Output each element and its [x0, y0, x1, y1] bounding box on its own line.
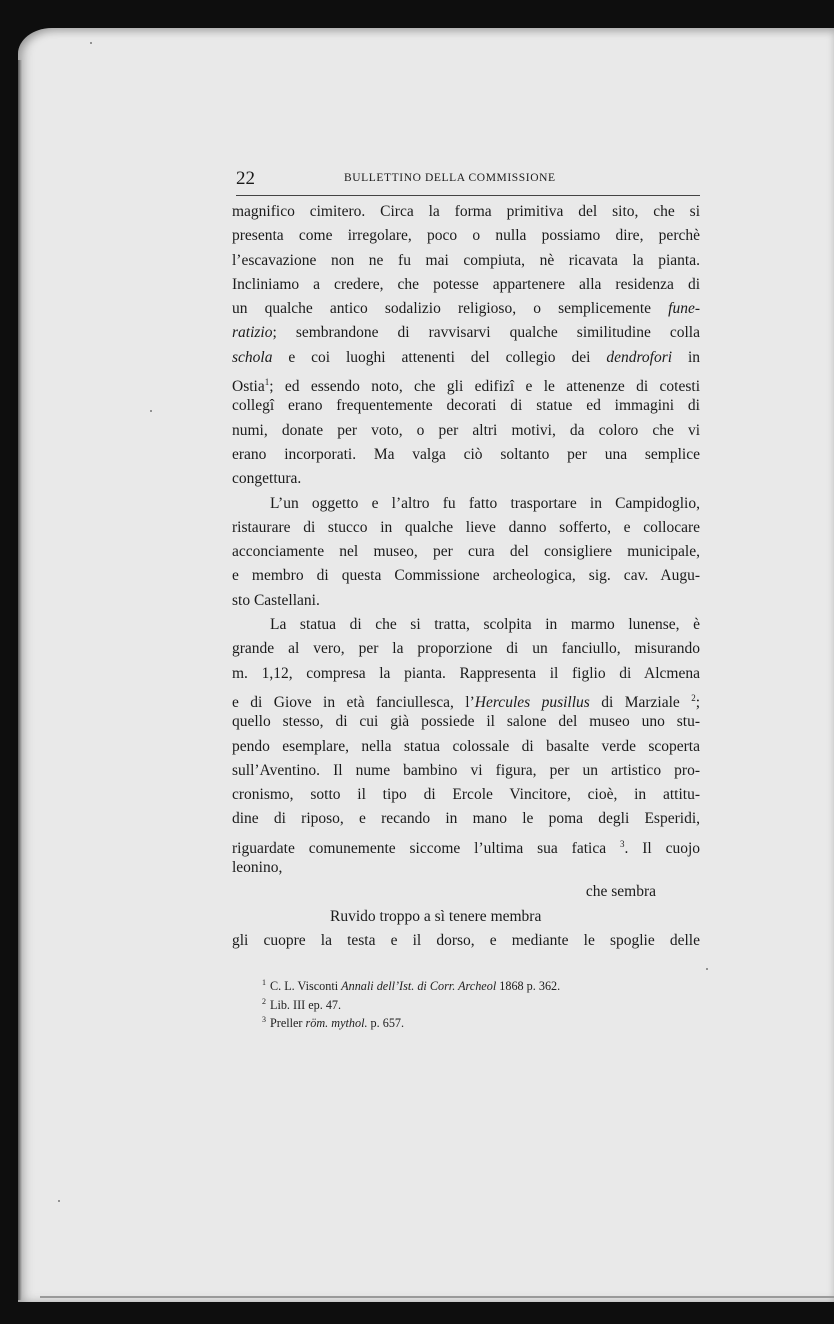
- text-run: in: [687, 348, 701, 366]
- text-run: e di Giove in età fanciullesca, l’: [232, 694, 475, 712]
- footnote-text: p. 657.: [367, 1016, 405, 1031]
- footnote-mark: 1: [262, 978, 266, 987]
- italic-word: ratizio: [232, 324, 273, 342]
- footnote-ref: 2: [691, 692, 696, 703]
- page-number: 22: [236, 168, 255, 189]
- paper-speck: [706, 968, 708, 970]
- paper-speck: [150, 410, 152, 412]
- page-bottom-edge: [40, 1296, 834, 1298]
- text-line: numi, donate per voto, o per altri motivi, da coloro che vi: [232, 421, 700, 439]
- text-line: collegî erano frequentemente decorati di statue ed immagini di: [232, 397, 700, 415]
- text-line: grande al vero, per la proporzione di un fanciullo, misurando: [232, 640, 700, 658]
- text-line: leonino,: [232, 859, 283, 877]
- footnotes: [262, 974, 682, 1030]
- footnote-italic: röm. mythol.: [305, 1016, 368, 1031]
- footnote-text: Preller: [270, 1016, 306, 1031]
- footnote-text: C. L. Visconti: [270, 979, 342, 994]
- footnote-text: 1868 p. 362.: [496, 979, 561, 994]
- text-line: dine di riposo, e recando in mano le poma degli Esperidi,: [232, 810, 700, 828]
- text-line: gli cuopre la testa e il dorso, e mediante le spoglie delle: [232, 931, 700, 949]
- verse-line: Ruvido troppo a sì tenere membra: [330, 907, 542, 925]
- footnote-mark: 3: [262, 1015, 266, 1024]
- footnote: [262, 974, 682, 993]
- text-run: . Il cuojo: [624, 839, 701, 857]
- paper-speck: [58, 1200, 60, 1202]
- text-line: sto Castellani.: [232, 591, 320, 609]
- text-run: riguardate comunemente siccome l’ultima sua fatica: [232, 839, 607, 857]
- footnote-ref: 3: [619, 838, 625, 849]
- footnote-italic: Annali dell’Ist. di Corr. Archeol: [341, 979, 497, 994]
- text-line: l’escavazione non ne fu mai compiuta, nè ricavata la pianta.: [232, 251, 700, 269]
- text-run: ; sembrandone di ravvisarvi qualche similitudine colla: [272, 324, 700, 342]
- body-text: [232, 200, 700, 953]
- italic-word: schola: [232, 348, 273, 366]
- footnote-text: Lib. III ep. 47.: [270, 997, 342, 1012]
- text-line: quello stesso, di cui già possiede il salone del museo uno stu-: [232, 713, 700, 731]
- text-run: ; ed essendo noto, che gli edifizî e le attenenze di cotesti: [269, 378, 700, 396]
- text-line: magnifico cimitero. Circa la forma primitiva del sito, che si: [232, 203, 700, 220]
- header-rule: [236, 195, 700, 196]
- text-run: Ostia: [232, 378, 265, 396]
- italic-word: Hercules pusillus: [474, 694, 590, 712]
- text-line: [232, 832, 700, 856]
- footnote: [262, 993, 682, 1012]
- text-run: un qualche antico sodalizio religioso, o semplicemente: [232, 300, 652, 318]
- text-line: cronismo, sotto il tipo di Ercole Vincitore, cioè, in attitu-: [232, 786, 700, 804]
- footnote-mark: 2: [262, 996, 266, 1006]
- text-line: acconciamente nel museo, per cura del consigliere municipale,: [232, 543, 700, 561]
- italic-word: dendrofori: [606, 348, 673, 366]
- text-line: [232, 321, 700, 345]
- text-line: Incliniamo a credere, che potesse appartenere alla residenza di: [232, 275, 700, 293]
- page-header: [236, 168, 698, 192]
- running-head: BULLETTINO DELLA COMMISSIONE: [344, 172, 556, 184]
- text-line: sull’Aventino. Il nume bambino vi figura, per un artistico pro-: [232, 761, 700, 779]
- text-line: ristaurare di stucco in qualche lieve danno sofferto, e collocare: [232, 518, 700, 536]
- text-line: [232, 346, 700, 370]
- text-line: e membro di questa Commissione archeologica, sig. cav. Augu-: [232, 567, 700, 585]
- text-run: di Marziale: [601, 694, 680, 712]
- text-line: L’un oggetto e l’altro fu fatto trasportare in Campidoglio,: [270, 494, 700, 512]
- footnote-ref: 1: [264, 377, 270, 388]
- text-line: [232, 297, 700, 321]
- text-line: pendo esemplare, nella statua colossale di basalte verde scoperta: [232, 737, 700, 755]
- text-line: presenta come irregolare, poco o nulla possiamo dire, perchè: [232, 227, 700, 245]
- page-edge: [18, 60, 22, 1300]
- text-line: La statua di che si tratta, scolpita in marmo lunense, è: [270, 616, 700, 634]
- text-line: congettura.: [232, 470, 302, 488]
- italic-word: fune-: [668, 300, 701, 318]
- paper-speck: [90, 42, 92, 44]
- verse-line: che sembra: [585, 883, 656, 901]
- footnote: [262, 1011, 682, 1030]
- text-line: [232, 370, 700, 394]
- text-run: ;: [695, 694, 701, 712]
- text-line: erano incorporati. Ma valga ciò soltanto per una semplice: [232, 445, 700, 463]
- text-line: m. 1,12, compresa la pianta. Rappresenta il figlio di Alcmena: [232, 664, 700, 682]
- text-line: [232, 686, 700, 710]
- text-run: e coi luoghi attenenti del collegio dei: [288, 348, 591, 366]
